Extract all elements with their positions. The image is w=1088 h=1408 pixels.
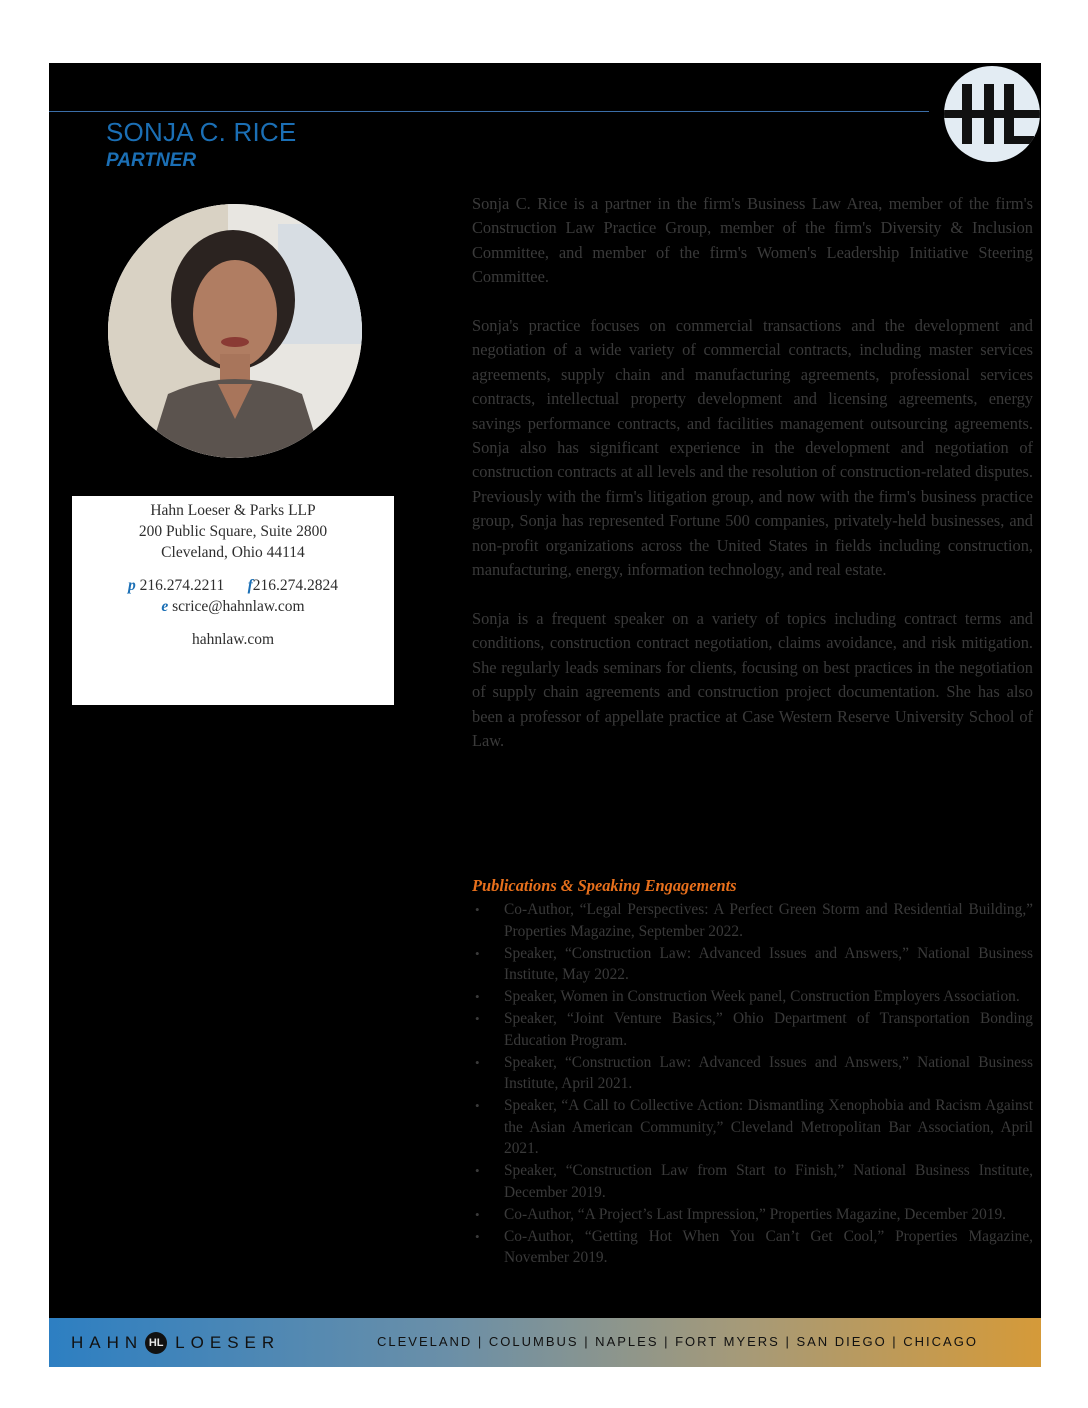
publication-item: • Speaker, “Joint Venture Basics,” Ohio Department of Transportation Bonding Education Program.	[475, 1010, 1033, 1049]
publications-heading: Publications & Speaking Engagements	[472, 876, 737, 895]
phone-fax-line	[72, 575, 394, 596]
email-line	[72, 596, 394, 617]
brand-hahn: HAHN	[71, 1333, 144, 1352]
fax-label: f	[247, 577, 253, 594]
phone-label: p	[128, 577, 136, 594]
email-label: e	[161, 598, 169, 615]
website-link[interactable]: hahnlaw.com	[191, 631, 275, 648]
bullet-icon: •	[475, 902, 480, 917]
bullet-icon: •	[475, 1206, 480, 1222]
attorney-name: SONJA C. RICE	[106, 117, 297, 147]
email-link[interactable]: scrice@hahnlaw.com	[172, 598, 305, 615]
firm-name: Hahn Loeser & Parks LLP	[150, 502, 316, 519]
bullet-icon: •	[475, 1163, 480, 1178]
footer-bar	[49, 1318, 1041, 1367]
brand-loeser: LOESER	[175, 1333, 281, 1352]
publication-item: • Speaker, “A Call to Collective Action: Dismantling Xenophobia and Racism Against the Asian American Community,” Cleveland Metropolitan Bar Association, April 2021.	[475, 1097, 1033, 1157]
biography	[472, 192, 1033, 778]
bio-paragraph-3: Sonja is a frequent speaker on a variety of topics including contract terms and conditions, construction contract negotiation, claims avoidance, and risk mitigation. She regularly leads seminars for clients, focusing on best practices in the negotiation of supply chain agreements and construction project documentation. She has also been a professor of appellate practice at Case Western Reserve University School of Law.	[472, 608, 1033, 750]
footer-cities: CLEVELAND | COLUMBUS | NAPLES | FORT MYERS | SAN DIEGO | CHICAGO	[377, 1334, 978, 1349]
publications-list	[472, 899, 1033, 1269]
publication-item: • Speaker, “Construction Law: Advanced Issues and Answers,” National Business Institute, May 2022.	[475, 944, 1033, 983]
publication-item: • Co-Author, “A Project’s Last Impression,” Properties Magazine, December 2019.	[472, 1204, 1033, 1226]
publication-item: • Co-Author, “Legal Perspectives: A Perfect Green Storm and Residential Building,” Properties Magazine, September 2022.	[475, 901, 1033, 940]
bullet-icon: •	[475, 989, 480, 1004]
contact-card	[72, 496, 394, 705]
portrait-illustration	[108, 204, 362, 458]
portrait-photo	[108, 204, 362, 458]
fax-number: 216.274.2824	[252, 577, 338, 594]
publication-item: • Speaker, Women in Construction Week panel, Construction Employers Association.	[472, 986, 1033, 1008]
phone-number[interactable]: 216.274.2211	[139, 577, 225, 594]
address-line-2: Cleveland, Ohio 44114	[161, 544, 305, 561]
attorney-title: PARTNER	[106, 150, 197, 171]
footer-brand	[71, 1331, 280, 1355]
bio-paragraph-2: Sonja's practice focuses on commercial transactions and the development and negotiation of a wide variety of commercial contracts, including master services agreements, supply chain and manufacturing agreements, professional services contracts, intellectual property development and licensing agreements, energy savings performance contracts, and facilities management outsourcing agreements. Sonja also has significant experience in the development and negotiation of construction contracts at all levels and the resolution of construction-related disputes. Previously with the firm's litigation group, and now with the firm's business practice group, Sonja has represented Fortune 500 companies, privately-held businesses, and non-profit organizations across the United States in fields including construction, manufacturing, energy, information technology, and real estate.	[472, 316, 1033, 580]
hl-logo	[944, 66, 1040, 162]
address-line-1: 200 Public Square, Suite 2800	[138, 523, 328, 540]
bullet-icon: •	[475, 1228, 480, 1244]
bullet-icon: •	[475, 1098, 480, 1113]
bullet-icon: •	[475, 945, 480, 961]
publication-item: • Co-Author, “Getting Hot When You Can’t Get Cool,” Properties Magazine, November 2019.	[475, 1227, 1033, 1266]
bullet-icon: •	[475, 1011, 480, 1026]
hl-logo-mark	[944, 66, 1040, 162]
publication-item: • Speaker, “Construction Law: Advanced Issues and Answers,” National Business Institute, April 2021.	[475, 1053, 1033, 1092]
header-rule	[49, 111, 929, 112]
bio-paragraph-1: Sonja C. Rice is a partner in the firm's Business Law Area, member of the firm's Construction Law Practice Group, member of the firm's Diversity & Inclusion Committee, and member of the firm's Women's Leadership Initiative Steering Committee.	[472, 194, 1033, 287]
publication-item: • Speaker, “Construction Law from Start to Finish,” National Business Institute, December 2019.	[475, 1162, 1033, 1201]
brand-mark-icon: HL	[145, 1332, 167, 1354]
bullet-icon: •	[475, 1054, 480, 1070]
